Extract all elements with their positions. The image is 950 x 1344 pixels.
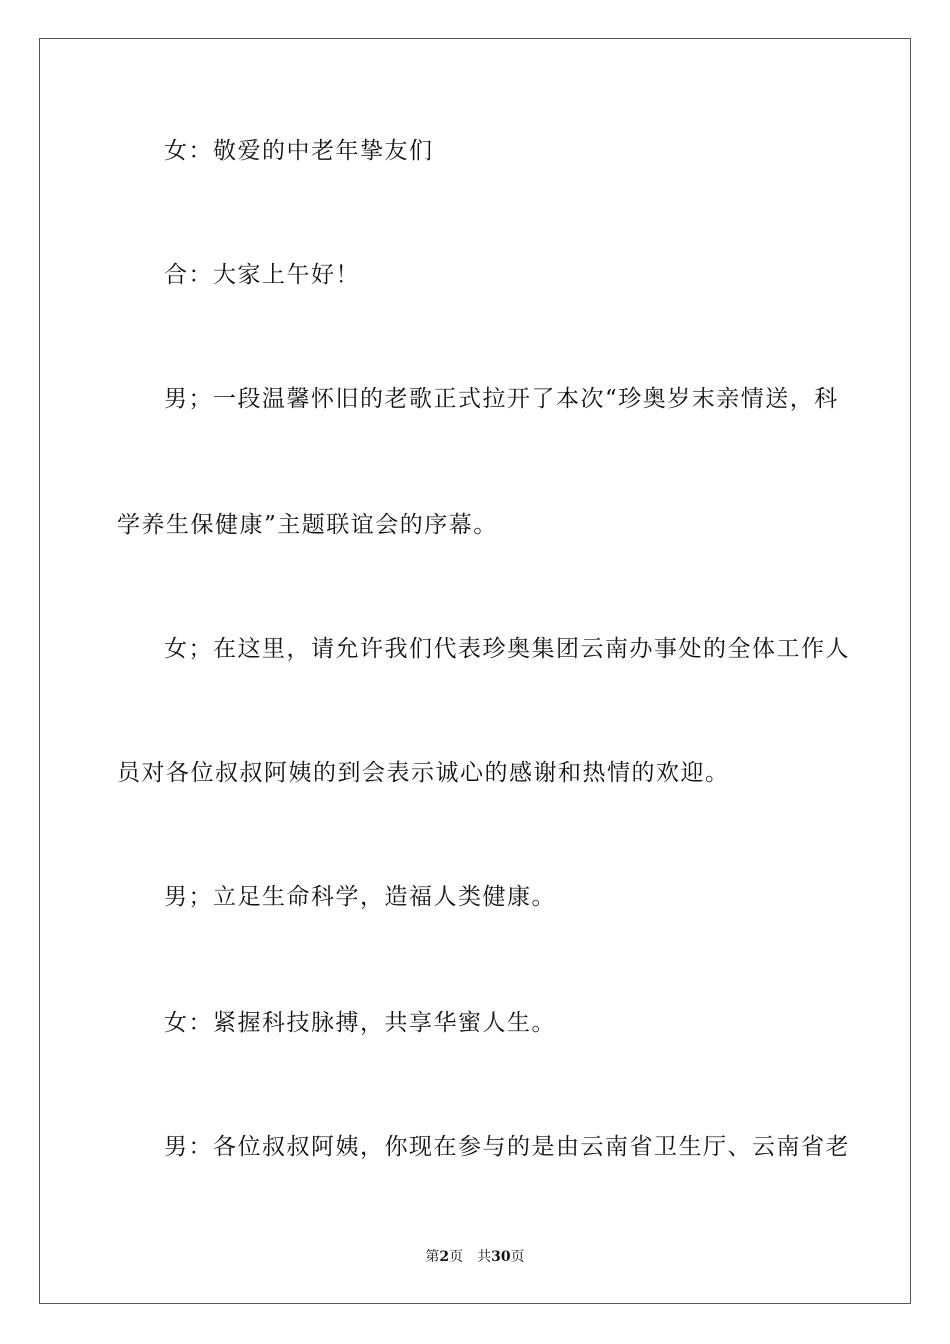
paragraph-line: 男；立足生命科学，造福人类健康。 (164, 884, 556, 910)
paragraph-line: 男：各位叔叔阿姨，你现在参与的是由云南省卫生厅、云南省老 (164, 1134, 850, 1160)
page-number: 2 (439, 1249, 450, 1265)
paragraph-line: 女：紧握科技脉搏，共享华蜜人生。 (164, 1010, 556, 1036)
paragraph-line: 合：大家上午好！ (164, 262, 360, 288)
page-prefix: 第 (425, 1249, 440, 1265)
total-prefix: 共 (477, 1249, 492, 1265)
page-footer (0, 1248, 950, 1266)
page-suffix: 页 (449, 1249, 464, 1265)
paragraph-line: 学养生保健康”主题联谊会的序幕。 (117, 512, 498, 538)
total-suffix: 页 (510, 1249, 525, 1265)
paragraph-line: 员对各位叔叔阿姨的到会表示诚心的感谢和热情的欢迎。 (117, 760, 730, 786)
paragraph-line: 女：敬爱的中老年挚友们 (164, 138, 434, 164)
paragraph-line: 男；一段温馨怀旧的老歌正式拉开了本次“珍奥岁末亲情送，科 (164, 386, 839, 412)
total-pages: 30 (491, 1249, 511, 1265)
paragraph-line: 女；在这里，请允许我们代表珍奥集团云南办事处的全体工作人 (164, 636, 850, 662)
page-border (39, 38, 911, 1304)
